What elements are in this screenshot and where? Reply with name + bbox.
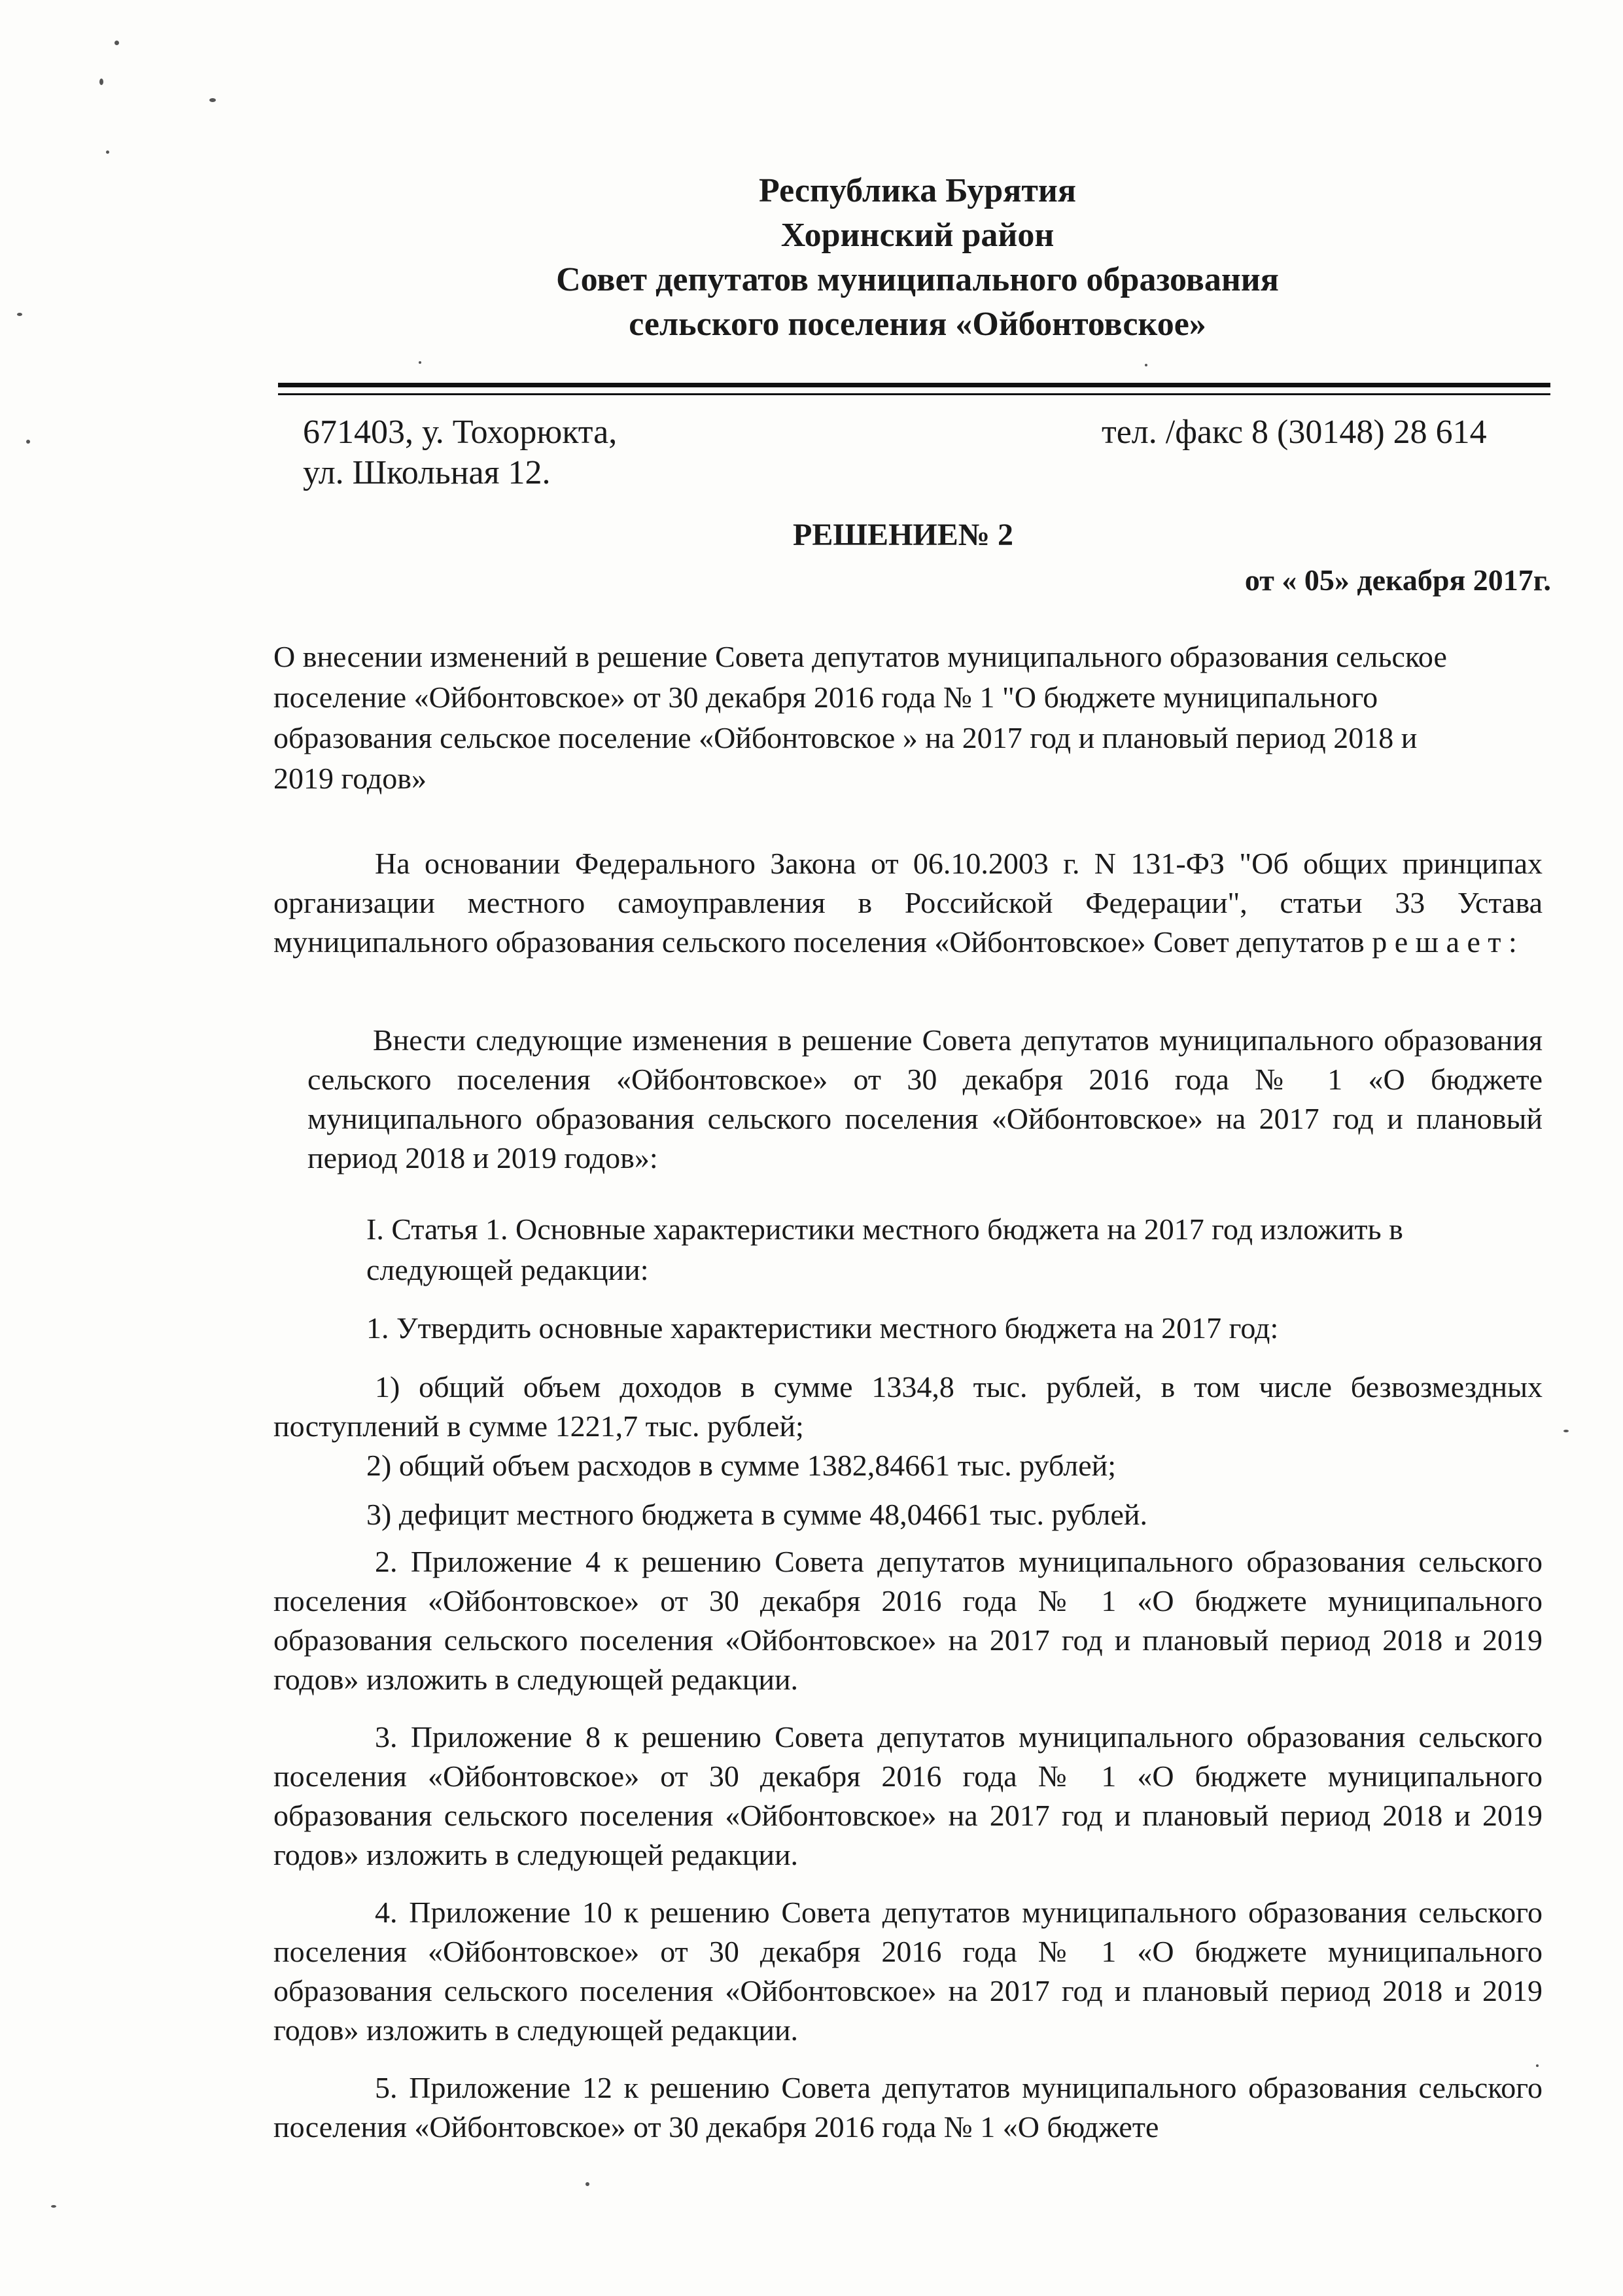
appendix-8-paragraph: 3. Приложение 8 к решению Совета депутатов муниципального образования сельского поселения «Ойбонтовское» от 30 декабря 2016 года № 1 «О бюджете муниципального образования сельского поселения «Ойбонтовское» на 2017 год и плановый период 2018 и 2019 годов» изложить в следующей редакции. [273, 1720, 1543, 1871]
scan-speck [209, 98, 216, 102]
decision-title: РЕШЕНИЕ№ 2 [793, 518, 1013, 552]
scan-speck [419, 361, 421, 364]
appendix-4-paragraph: 2. Приложение 4 к решению Совета депутатов муниципального образования сельского поселения «Ойбонтовское» от 30 декабря 2016 года № 1 «О бюджете муниципального образования сельского поселения «Ойбонтовское» на 2017 год и плановый период 2018 и 2019 годов» изложить в следующей редакции. [273, 1545, 1543, 1696]
scan-speck [114, 41, 119, 45]
header-republic: Республика Бурятия [759, 172, 1076, 209]
article-1-paragraph: I. Статья 1. Основные характеристики местного бюджета на 2017 год изложить в следующей редакции: [366, 1212, 1403, 1286]
decision-date: от « 05» декабря 2017г. [1244, 563, 1551, 597]
amendment-intro-paragraph: Внести следующие изменения в решение Совета депутатов муниципального образования сельского поселения «Ойбонтовское» от 30 декабря 2016 года № 1 «О бюджете муниципального образования сельского поселения «Ойбонтовское» на 2017 год и плановый период 2018 и 2019 годов»: [307, 1023, 1543, 1174]
appendix-12-paragraph: 5. Приложение 12 к решению Совета депутатов муниципального образования сельского поселения «Ойбонтовское» от 30 декабря 2016 года № 1 «О бюджете [273, 2071, 1543, 2144]
header-divider-thick [278, 383, 1550, 387]
scan-speck [585, 2182, 589, 2186]
scan-speck [17, 313, 22, 316]
preamble-paragraph: На основании Федерального Закона от 06.10.2003 г. N 131-ФЗ "Об общих принципах организации местного самоуправления в Российской Федерации", статьи 33 Устава муниципального образования сельского поселения «Ойбонтовское» Совет депутатов р е ш а е т : [273, 847, 1543, 959]
scan-speck [26, 440, 30, 444]
scan-speck [106, 150, 109, 154]
decision-subject: О внесении изменений в решение Совета депутатов муниципального образования сельское поселение «Ойбонтовское» от 30 декабря 2016 года № 1 "О бюджете муниципального образования сельское поселение «Ойбонтовское » на 2017 год и плановый период 2018 и 2019 годов» [273, 640, 1447, 795]
scan-speck [1145, 364, 1147, 366]
header-divider-thin [278, 393, 1550, 395]
scan-speck [1536, 2064, 1539, 2067]
header-settlement: сельского поселения «Ойбонтовское» [629, 306, 1206, 343]
income-paragraph: 1) общий объем доходов в сумме 1334,8 тыс. рублей, в том числе безвозмездных поступлений в сумме 1221,7 тыс. рублей; [273, 1370, 1543, 1443]
deficit-paragraph: 3) дефицит местного бюджета в сумме 48,04661 тыс. рублей. [366, 1498, 1148, 1531]
address-line-2: ул. Школьная 12. [303, 454, 551, 491]
item-1-paragraph: 1. Утвердить основные характеристики местного бюджета на 2017 год: [366, 1311, 1279, 1345]
appendix-10-paragraph: 4. Приложение 10 к решению Совета депутатов муниципального образования сельского поселения «Ойбонтовское» от 30 декабря 2016 года № 1 «О бюджете муниципального образования сельского поселения «Ойбонтовское» на 2017 год и плановый период 2018 и 2019 годов» изложить в следующей редакции. [273, 1896, 1543, 2047]
scan-speck [51, 2205, 56, 2208]
header-district: Хоринский район [780, 217, 1055, 254]
scan-speck [99, 79, 103, 85]
expense-paragraph: 2) общий объем расходов в сумме 1382,84661 тыс. рублей; [366, 1449, 1117, 1482]
header-council: Совет депутатов муниципального образования [556, 261, 1279, 298]
address-line-1: 671403, у. Тохорюкта, [303, 414, 618, 451]
scan-speck [1563, 1430, 1569, 1432]
phone-fax: тел. /факс 8 (30148) 28 614 [1102, 414, 1487, 451]
